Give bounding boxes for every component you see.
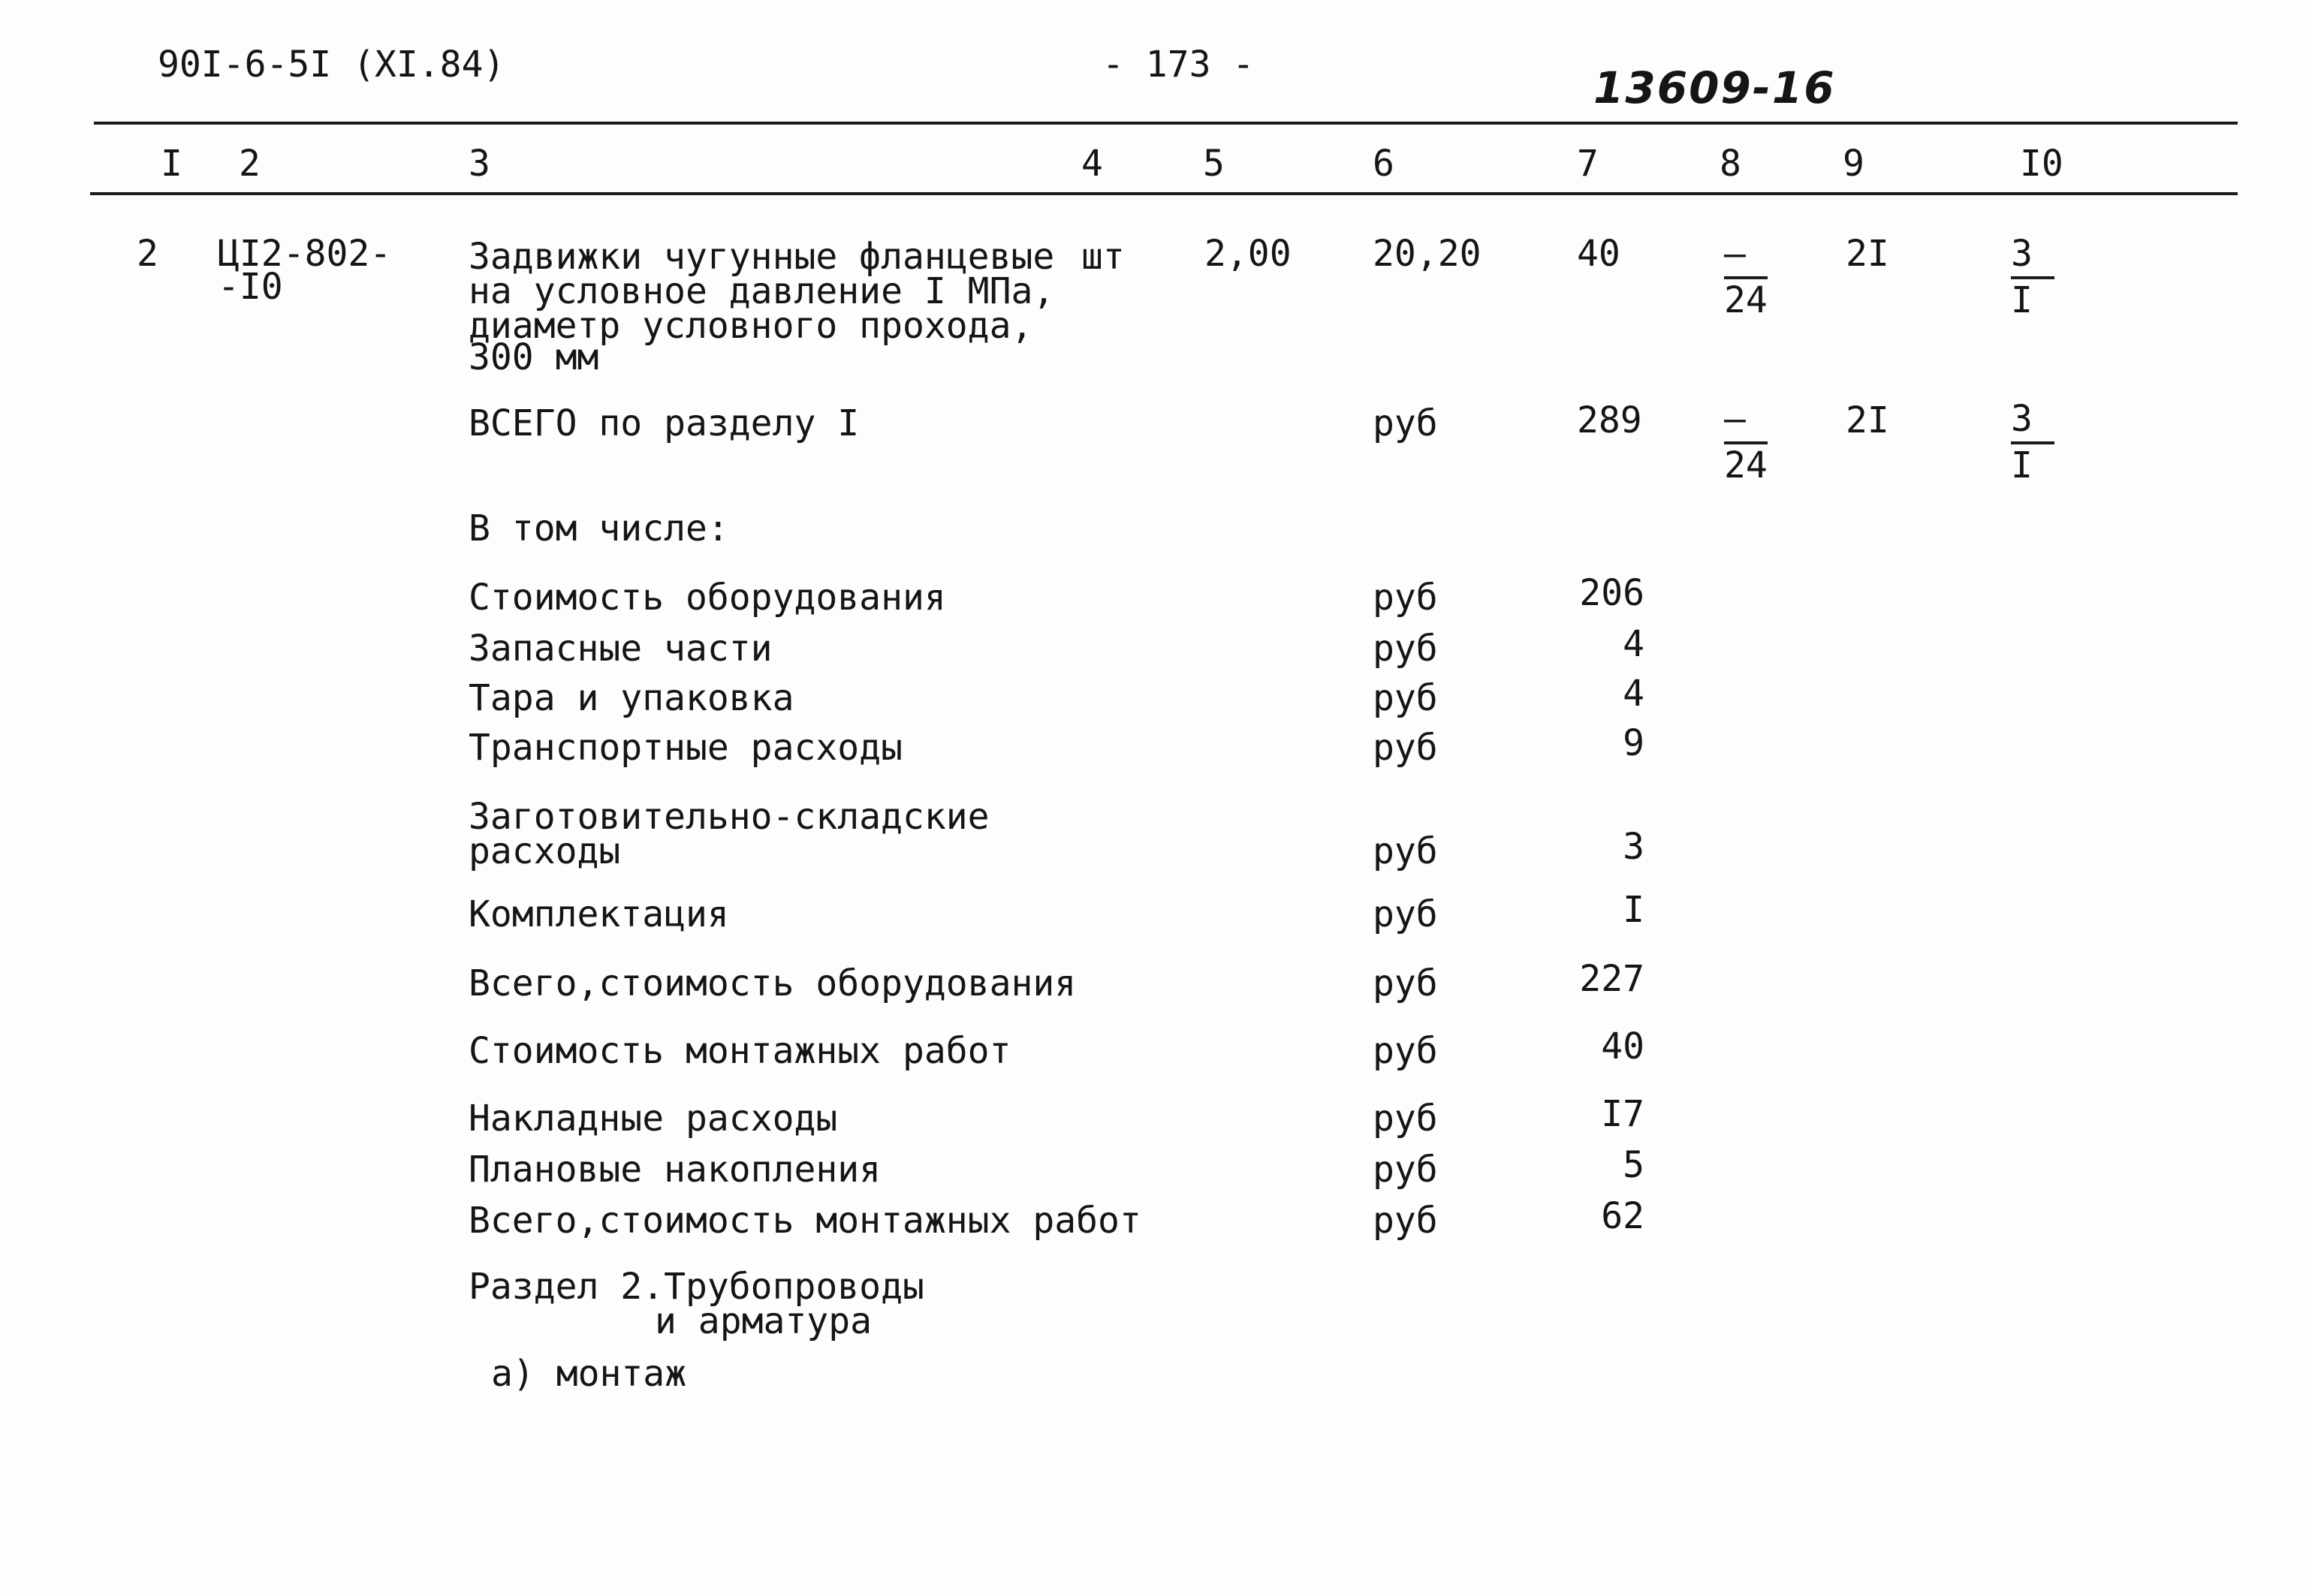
breakdown-label-line2: расходы [469, 830, 621, 872]
breakdown-label: Запасные части [469, 628, 773, 670]
column-header-2: 2 [239, 143, 261, 185]
item-col10-denominator: I [2011, 279, 2033, 321]
section-total-col10-numerator: 3 [2011, 398, 2033, 440]
column-header-6: 6 [1373, 143, 1394, 185]
breakdown-value: 227 [1579, 958, 1644, 1000]
breakdown-label: Всего,стоимость монтажных работ [469, 1200, 1141, 1242]
breakdown-unit: руб [1373, 628, 1438, 670]
item-total: 40 [1577, 233, 1620, 275]
breakdown-label: Комплектация [469, 893, 729, 935]
item-col9: 2I [1846, 233, 1889, 275]
column-header-10: I0 [2020, 143, 2063, 185]
breakdown-value: I [1623, 889, 1644, 931]
breakdown-label: Стоимость монтажных работ [469, 1030, 1011, 1072]
column-header-7: 7 [1577, 143, 1599, 185]
breakdown-label: Стоимость оборудования [469, 577, 946, 619]
item-col8-fraction [1724, 233, 1777, 321]
next-section-title-line1: Раздел 2.Трубопроводы [469, 1266, 924, 1308]
item-quantity: 2,00 [1204, 233, 1292, 275]
breakdown-unit: руб [1373, 830, 1438, 872]
breakdown-value: 206 [1579, 572, 1644, 614]
item-col10-numerator: 3 [2011, 233, 2033, 275]
breakdown-value: 62 [1601, 1195, 1644, 1237]
column-header-8: 8 [1720, 143, 1741, 185]
breakdown-unit: руб [1373, 1200, 1438, 1242]
column-header-9: 9 [1843, 143, 1864, 185]
item-number: 2 [137, 233, 158, 275]
section-total-col10-fraction [2011, 398, 2063, 486]
breakdown-unit: руб [1373, 727, 1438, 769]
page-number: - 173 - [1102, 44, 1255, 86]
item-col8-denominator: 24 [1724, 279, 1768, 321]
item-description-line1: Задвижки чугунные фланцевые [469, 236, 1055, 278]
breakdown-value: 4 [1623, 623, 1644, 665]
item-description-line3: диаметр условного прохода, [469, 305, 1033, 347]
archive-number-handwritten: 13609-16 [1593, 62, 1836, 113]
item-description-line2: на условное давление I МПа, [469, 270, 1055, 312]
section-total-col9: 2I [1846, 399, 1889, 441]
including-label: В том числе: [469, 507, 729, 550]
column-header-1: I [161, 143, 182, 185]
next-section-title-line2: и арматура [655, 1300, 872, 1342]
breakdown-value: 4 [1623, 673, 1644, 715]
item-unit: шт [1081, 236, 1125, 278]
breakdown-unit: руб [1373, 1149, 1438, 1191]
breakdown-label: Всего,стоимость оборудования [469, 962, 1077, 1004]
document-code: 90I-6-5I (XI.84) [158, 44, 505, 86]
column-header-4: 4 [1081, 143, 1103, 185]
breakdown-unit: руб [1373, 1030, 1438, 1072]
breakdown-unit: руб [1373, 577, 1438, 619]
section-total-col10-denominator: I [2011, 444, 2033, 486]
breakdown-unit: руб [1373, 962, 1438, 1004]
breakdown-label: Накладные расходы [469, 1098, 838, 1140]
breakdown-label: Плановые накопления [469, 1149, 882, 1191]
table-header-rule [90, 192, 2238, 195]
breakdown-value: I7 [1601, 1093, 1644, 1135]
breakdown-unit: руб [1373, 677, 1438, 719]
column-header-3: 3 [469, 143, 490, 185]
breakdown-label: Транспортные расходы [469, 727, 903, 769]
breakdown-value: 3 [1623, 826, 1644, 868]
item-description-line4: 300 мм [469, 336, 599, 378]
item-col10-fraction [2011, 233, 2063, 321]
item-code-line1: ЦI2-802- [218, 233, 392, 275]
section-total-col8-numerator: – [1724, 398, 1746, 440]
section-total-col8-fraction [1724, 398, 1777, 486]
breakdown-unit: руб [1373, 893, 1438, 935]
breakdown-unit: руб [1373, 1098, 1438, 1140]
item-col8-numerator: – [1724, 233, 1746, 275]
breakdown-value: 40 [1601, 1025, 1644, 1068]
section-total-unit: руб [1373, 402, 1438, 444]
breakdown-value: 9 [1623, 722, 1644, 764]
breakdown-label: Тара и упаковка [469, 677, 794, 719]
item-code-line2: -I0 [218, 266, 283, 308]
next-section-subsection: а) монтаж [491, 1353, 687, 1395]
column-header-5: 5 [1203, 143, 1225, 185]
section-total-col8-denominator: 24 [1724, 444, 1768, 486]
section-total-value: 289 [1577, 399, 1642, 441]
table-top-rule [94, 122, 2238, 125]
breakdown-label-line1: Заготовительно-складские [469, 796, 990, 838]
section-total-label: ВСЕГО по разделу I [469, 402, 860, 444]
item-unit-price: 20,20 [1373, 233, 1482, 275]
breakdown-value: 5 [1623, 1144, 1644, 1186]
